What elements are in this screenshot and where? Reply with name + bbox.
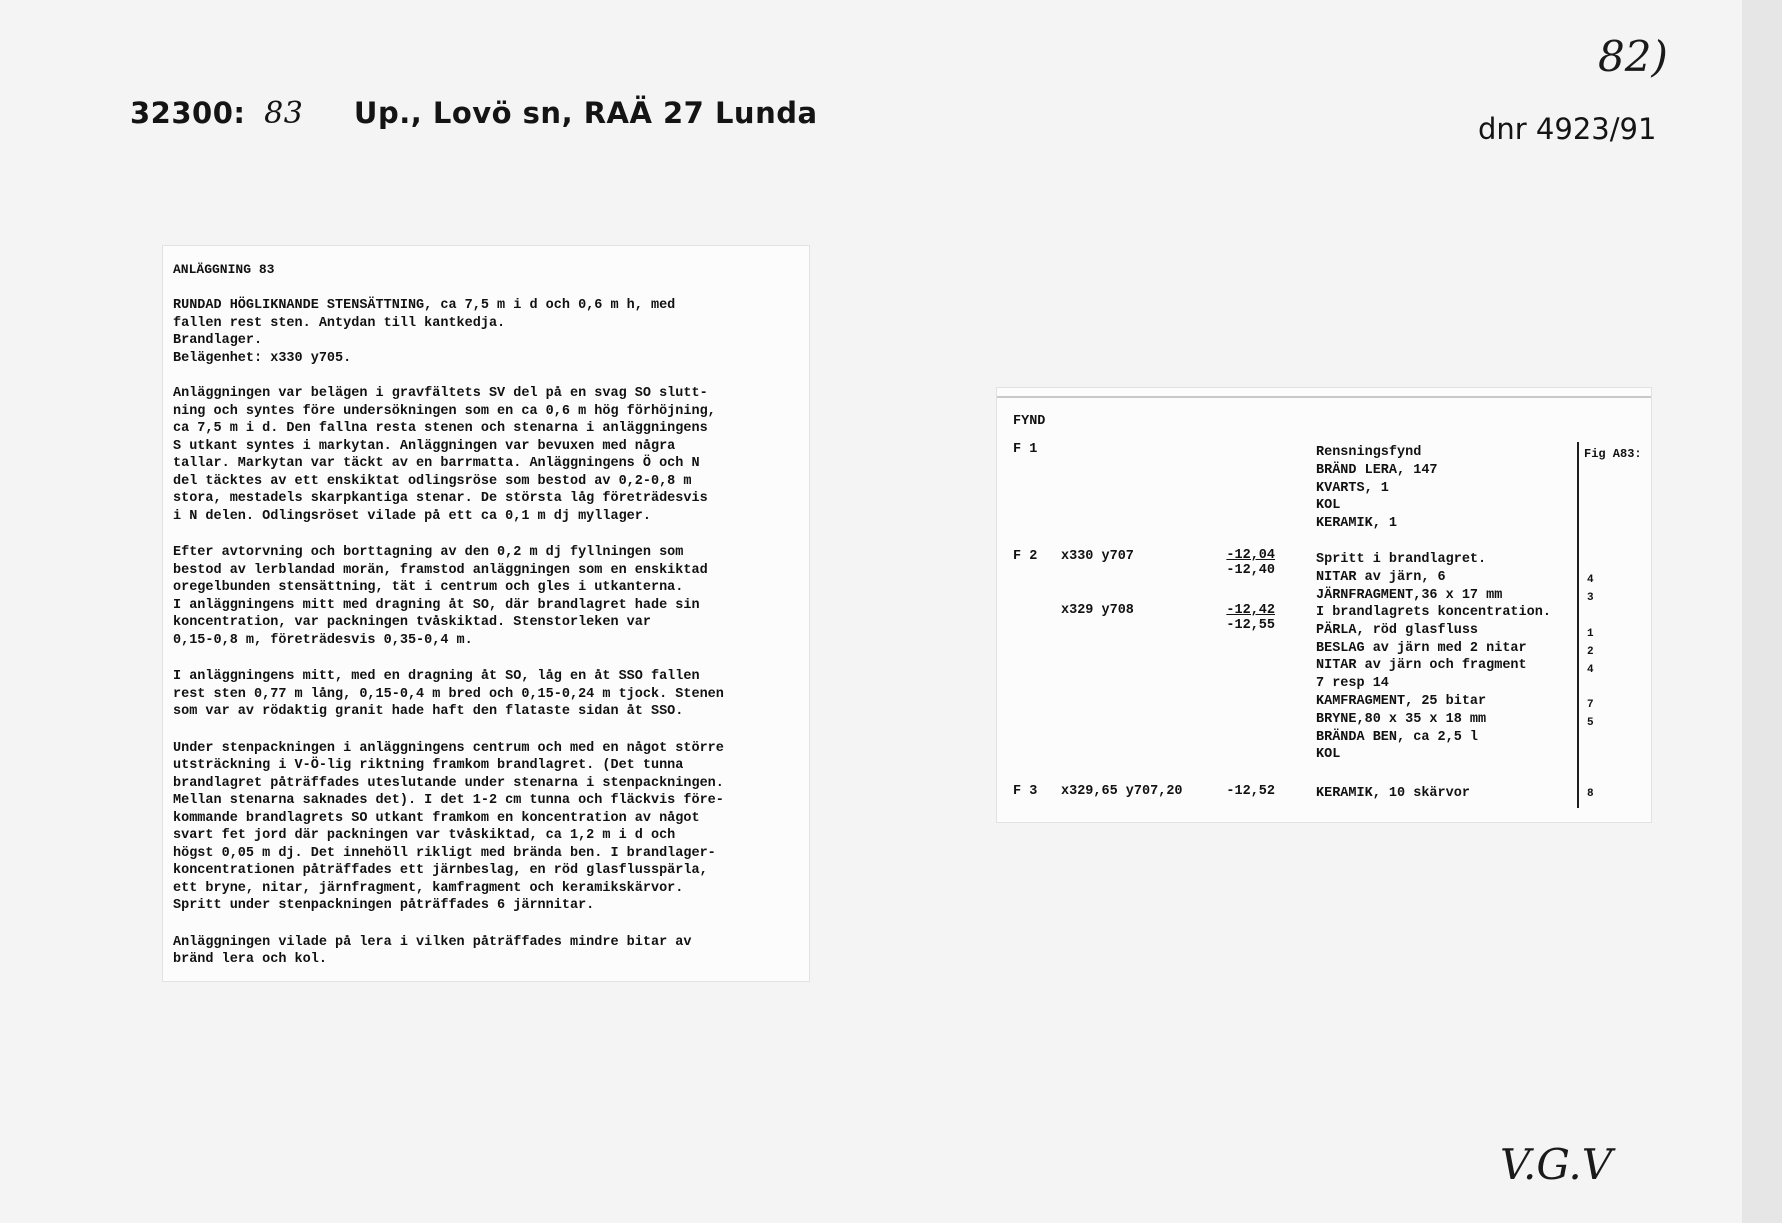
find-line: BRÄND LERA, 147 — [1316, 462, 1438, 478]
find-line: NITAR av järn och fragment — [1316, 658, 1527, 674]
find-line: PÄRLA, röd glasfluss — [1316, 622, 1479, 638]
find-content — [1316, 604, 1551, 764]
description-paragraph: Anläggningen var belägen i gravfältets SV del på en svag SO slutt- ning och syntes före undersökningen som en ca 0,6 m hög förhöjning, ca 7,5 m i d. Den fallna resta stenen och stenarna i anläggningens S utkant syntes i markytan. Anläggningen var bevuxen med några tallar. Markytan var täckt av en barrmatta. Anläggningens Ö och N del täcktes av ett enskiktat odlingsröse som bestod av 0,2-0,8 m stora, mestadels skarpkantiga stenar. De största låg företrädesvis i N delen. Odlingsröset vilade på ett ca 0,1 m dj myllager. — [173, 386, 716, 524]
find-line: KOL — [1316, 747, 1341, 763]
find-depth: -12,52 — [1226, 784, 1275, 799]
record-number: 32300: — [130, 96, 246, 130]
finds-title: FYND — [1013, 414, 1046, 429]
panel-top-rule — [997, 396, 1651, 398]
intro-line: Belägenhet: x330 y705. — [173, 350, 352, 366]
find-line: BRYNE,80 x 35 x 18 mm — [1316, 711, 1487, 727]
find-coordinates: x329 y708 — [1061, 603, 1134, 618]
dnr-number: dnr 4923/91 — [1478, 112, 1657, 146]
intro-line: fallen rest sten. Antydan till kantkedja. — [173, 315, 506, 331]
find-line: 7 resp 14 — [1316, 676, 1389, 692]
figure-number: 7 — [1587, 699, 1594, 711]
find-content — [1316, 444, 1438, 533]
find-line: KERAMIK, 10 skärvor — [1316, 786, 1470, 801]
description-paragraph: Anläggningen vilade på lera i vilken påträffades mindre bitar av bränd lera och kol. — [173, 934, 692, 967]
figure-number: 4 — [1587, 664, 1594, 676]
depth-top: -12,04 — [1226, 548, 1275, 563]
find-coordinates: x329,65 y707,20 — [1061, 784, 1183, 799]
find-line: I brandlagrets koncentration. — [1316, 605, 1551, 620]
scan-edge — [1742, 0, 1782, 1223]
record-header — [130, 96, 818, 131]
figure-column-divider — [1577, 442, 1579, 808]
figure-number: 3 — [1587, 592, 1594, 604]
find-content — [1316, 785, 1470, 803]
find-line: JÄRNFRAGMENT,36 x 17 mm — [1316, 587, 1503, 603]
intro-line: Brandlager. — [173, 333, 263, 348]
description-paragraph: Under stenpackningen i anläggningens centrum och med en något större utsträckning i V-Ö-lig riktning framkom brandlagret. (Det tunna brandlagret påträffades uteslutande under stenarna i stenpackningen. Mellan stenarna saknades det). I det 1-2 cm tunna och fläckvis före- kommande brandlagrets SO utkant framkom en koncentration av något svart fet jord där packningen var tvåskiktad, ca 1,2 m i d och högst 0,05 m dj. Det innehöll rikligt med brända ben. I brandlager- koncentrationen påträffades ett järnbeslag, en röd glasflusspärla, ett bryne, nitar, järnfragment, kamfragment och keramikskärvor. Spritt under stenpackningen påträffades 6 järnnitar. — [173, 740, 724, 913]
description-paragraph: Efter avtorvning och borttagning av den 0,2 m dj fyllningen som bestod av lerblandad morän, framstod anläggningen som en enskiktad oregelbunden stensättning, tät i centrum och gles i utkanterna. I anläggningens mitt med dragning åt SO, där brandlagret hade sin koncentration, var packningen tvåskiktad. Stenstorleken var 0,15-0,8 m, företrädesvis 0,35-0,4 m. — [173, 545, 708, 648]
figure-number: 2 — [1587, 646, 1594, 658]
handwritten-page-number: 82) — [1598, 32, 1668, 81]
handwritten-signature: V.G.V — [1500, 1140, 1613, 1189]
description-title: ANLÄGGNING 83 — [173, 262, 275, 277]
find-depth — [1187, 603, 1275, 633]
find-id: F 3 — [1013, 784, 1038, 799]
find-line: BRÄNDA BEN, ca 2,5 l — [1316, 729, 1479, 745]
depth-bottom: -12,40 — [1226, 563, 1275, 578]
handwritten-record-number: 83 — [264, 96, 304, 131]
find-content — [1316, 551, 1502, 604]
description-intro — [173, 297, 809, 367]
depth-top: -12,42 — [1226, 603, 1275, 618]
description-panel — [163, 246, 809, 981]
figure-number: 1 — [1587, 628, 1594, 640]
find-line: KAMFRAGMENT, 25 bitar — [1316, 693, 1487, 709]
find-coordinates: x330 y707 — [1061, 549, 1134, 564]
find-line: Spritt i brandlagret. — [1316, 552, 1487, 567]
find-depth — [1187, 548, 1275, 578]
record-location: Up., Lovö sn, RAÄ 27 Lunda — [353, 96, 818, 130]
find-line: KOL — [1316, 498, 1341, 514]
figure-number: 8 — [1587, 788, 1594, 800]
find-line: Rensningsfynd — [1316, 445, 1422, 460]
find-line: KERAMIK, 1 — [1316, 516, 1398, 532]
description-paragraph: I anläggningens mitt, med en dragning åt SO, låg en åt SSO fallen rest sten 0,77 m lång, 0,15-0,4 m bred och 0,15-0,24 m tjock. Stenen som var av rödaktig granit hade haft den flataste sidan åt SSO. — [173, 669, 724, 719]
finds-panel — [997, 388, 1651, 822]
find-id: F 2 — [1013, 549, 1038, 564]
depth-bottom: -12,55 — [1226, 618, 1275, 633]
find-id: F 1 — [1013, 442, 1038, 457]
find-line: NITAR av järn, 6 — [1316, 569, 1446, 585]
figure-number: 5 — [1587, 717, 1594, 729]
figure-number: 4 — [1587, 574, 1594, 586]
figure-column-header: Fig A83: — [1584, 447, 1642, 461]
find-line: BESLAG av järn med 2 nitar — [1316, 640, 1527, 656]
intro-line: RUNDAD HÖGLIKNANDE STENSÄTTNING, ca 7,5 m i d och 0,6 m h, med — [173, 298, 676, 313]
find-line: KVARTS, 1 — [1316, 480, 1389, 496]
